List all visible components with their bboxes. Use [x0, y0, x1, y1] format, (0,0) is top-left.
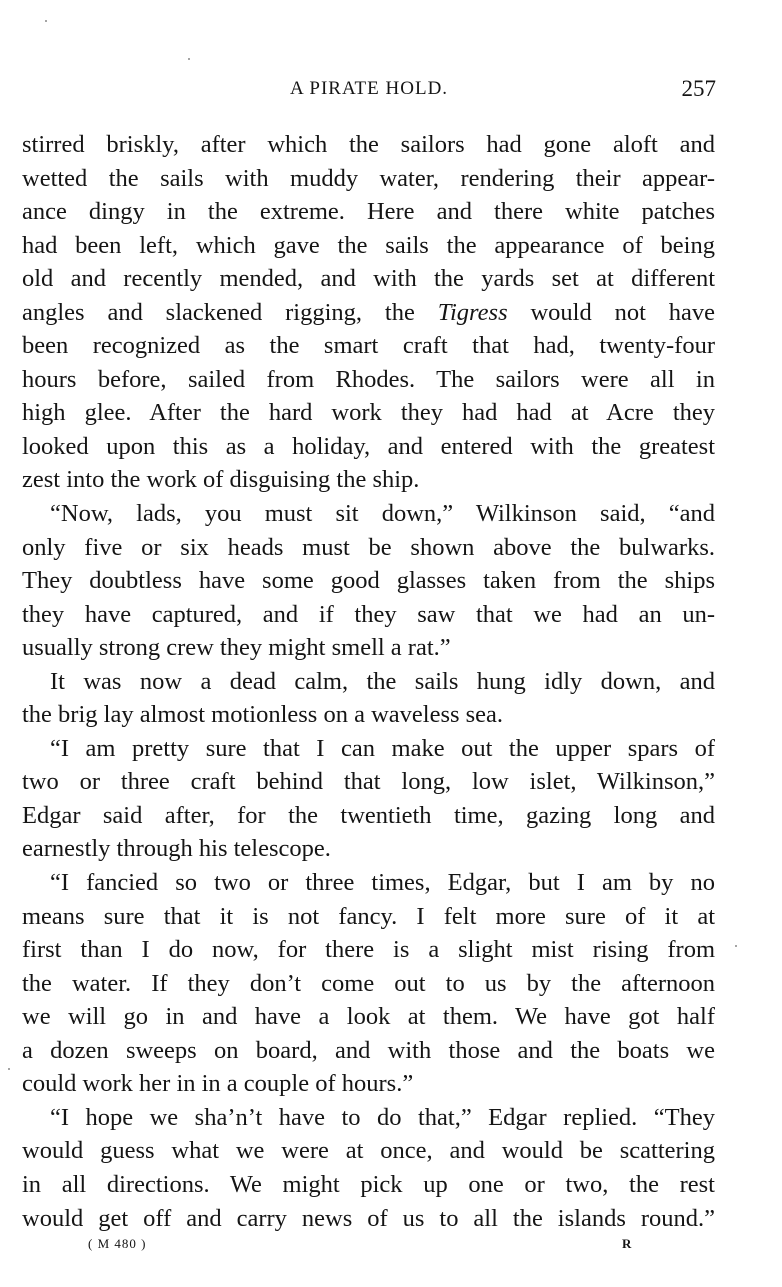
page-header — [22, 78, 716, 108]
scan-speck — [188, 58, 190, 60]
text-line: they have captured, and if they saw that we had an un- — [22, 600, 715, 628]
text-line: “I fancied so two or three times, Edgar, but I am by no — [50, 869, 715, 897]
text-line: been recognized as the smart craft that had, twenty-four — [22, 332, 715, 360]
text-line: looked upon this as a holiday, and entered with the greatest — [22, 432, 715, 460]
text-line: “I am pretty sure that I can make out the upper spars of — [50, 734, 715, 762]
text-line: the brig lay almost motionless on a waveless sea. — [22, 701, 504, 729]
text-line: stirred briskly, after which the sailors had gone aloft and — [22, 131, 715, 158]
text-line: the water. If they don’t come out to us by the afternoon — [22, 969, 715, 997]
running-title: A PIRATE HOLD. — [289, 78, 449, 99]
text-line-part: angles and slackened rigging, the — [22, 298, 415, 326]
text-line: two or three craft behind that long, low islet, Wilkinson,” — [22, 768, 715, 796]
page-number: 257 — [681, 76, 716, 101]
text-line: first than I do now, for there is a slight mist rising from — [22, 936, 715, 964]
text-line: hours before, sailed from Rhodes. The sailors were all in — [22, 365, 715, 393]
text-line — [22, 296, 715, 330]
text-line: wetted the sails with muddy water, rendering their appear- — [22, 164, 715, 192]
text-line: could work her in in a couple of hours.” — [22, 1070, 414, 1098]
text-line: a dozen sweeps on board, and with those and the boats we — [22, 1036, 715, 1064]
text-line: ance dingy in the extreme. Here and there white patches — [22, 198, 715, 226]
sheet-mark: R — [622, 1236, 632, 1251]
text-line: high glee. After the hard work they had had at Acre they — [22, 399, 715, 427]
text-line: They doubtless have some good glasses taken from the ships — [22, 567, 715, 595]
text-line: zest into the work of disguising the ship. — [22, 466, 420, 494]
text-line: means sure that it is not fancy. I felt more sure of it at — [22, 902, 715, 930]
ship-name: Tigress — [437, 298, 508, 326]
text-line: It was now a dead calm, the sails hung idly down, and — [50, 667, 715, 695]
text-line: would guess what we were at once, and would be scattering — [22, 1137, 715, 1165]
scan-speck — [45, 20, 47, 22]
text-line: would get off and carry news of us to all the islands round.” — [22, 1204, 715, 1232]
text-line: had been left, which gave the sails the appearance of being — [22, 231, 715, 259]
text-line: only five or six heads must be shown above the bulwarks. — [22, 533, 715, 561]
page-footer — [22, 1236, 715, 1260]
body-text — [22, 128, 715, 1235]
text-line: usually strong crew they might smell a rat.” — [22, 634, 451, 662]
printer-signature: ( M 480 ) — [88, 1236, 147, 1251]
scan-speck — [735, 945, 737, 947]
text-line: “I hope we sha’n’t have to do that,” Edgar replied. “They — [50, 1103, 715, 1131]
text-line: old and recently mended, and with the yards set at different — [22, 265, 715, 293]
text-line: in all directions. We might pick up one or two, the rest — [22, 1170, 715, 1198]
text-line-part: would not have — [530, 298, 715, 326]
text-line: “Now, lads, you must sit down,” Wilkinson said, “and — [50, 500, 715, 528]
text-line: we will go in and have a look at them. We have got half — [22, 1003, 715, 1031]
text-line: Edgar said after, for the twentieth time, gazing long and — [22, 801, 715, 829]
text-line: earnestly through his telescope. — [22, 835, 331, 863]
scan-speck — [8, 1068, 10, 1070]
